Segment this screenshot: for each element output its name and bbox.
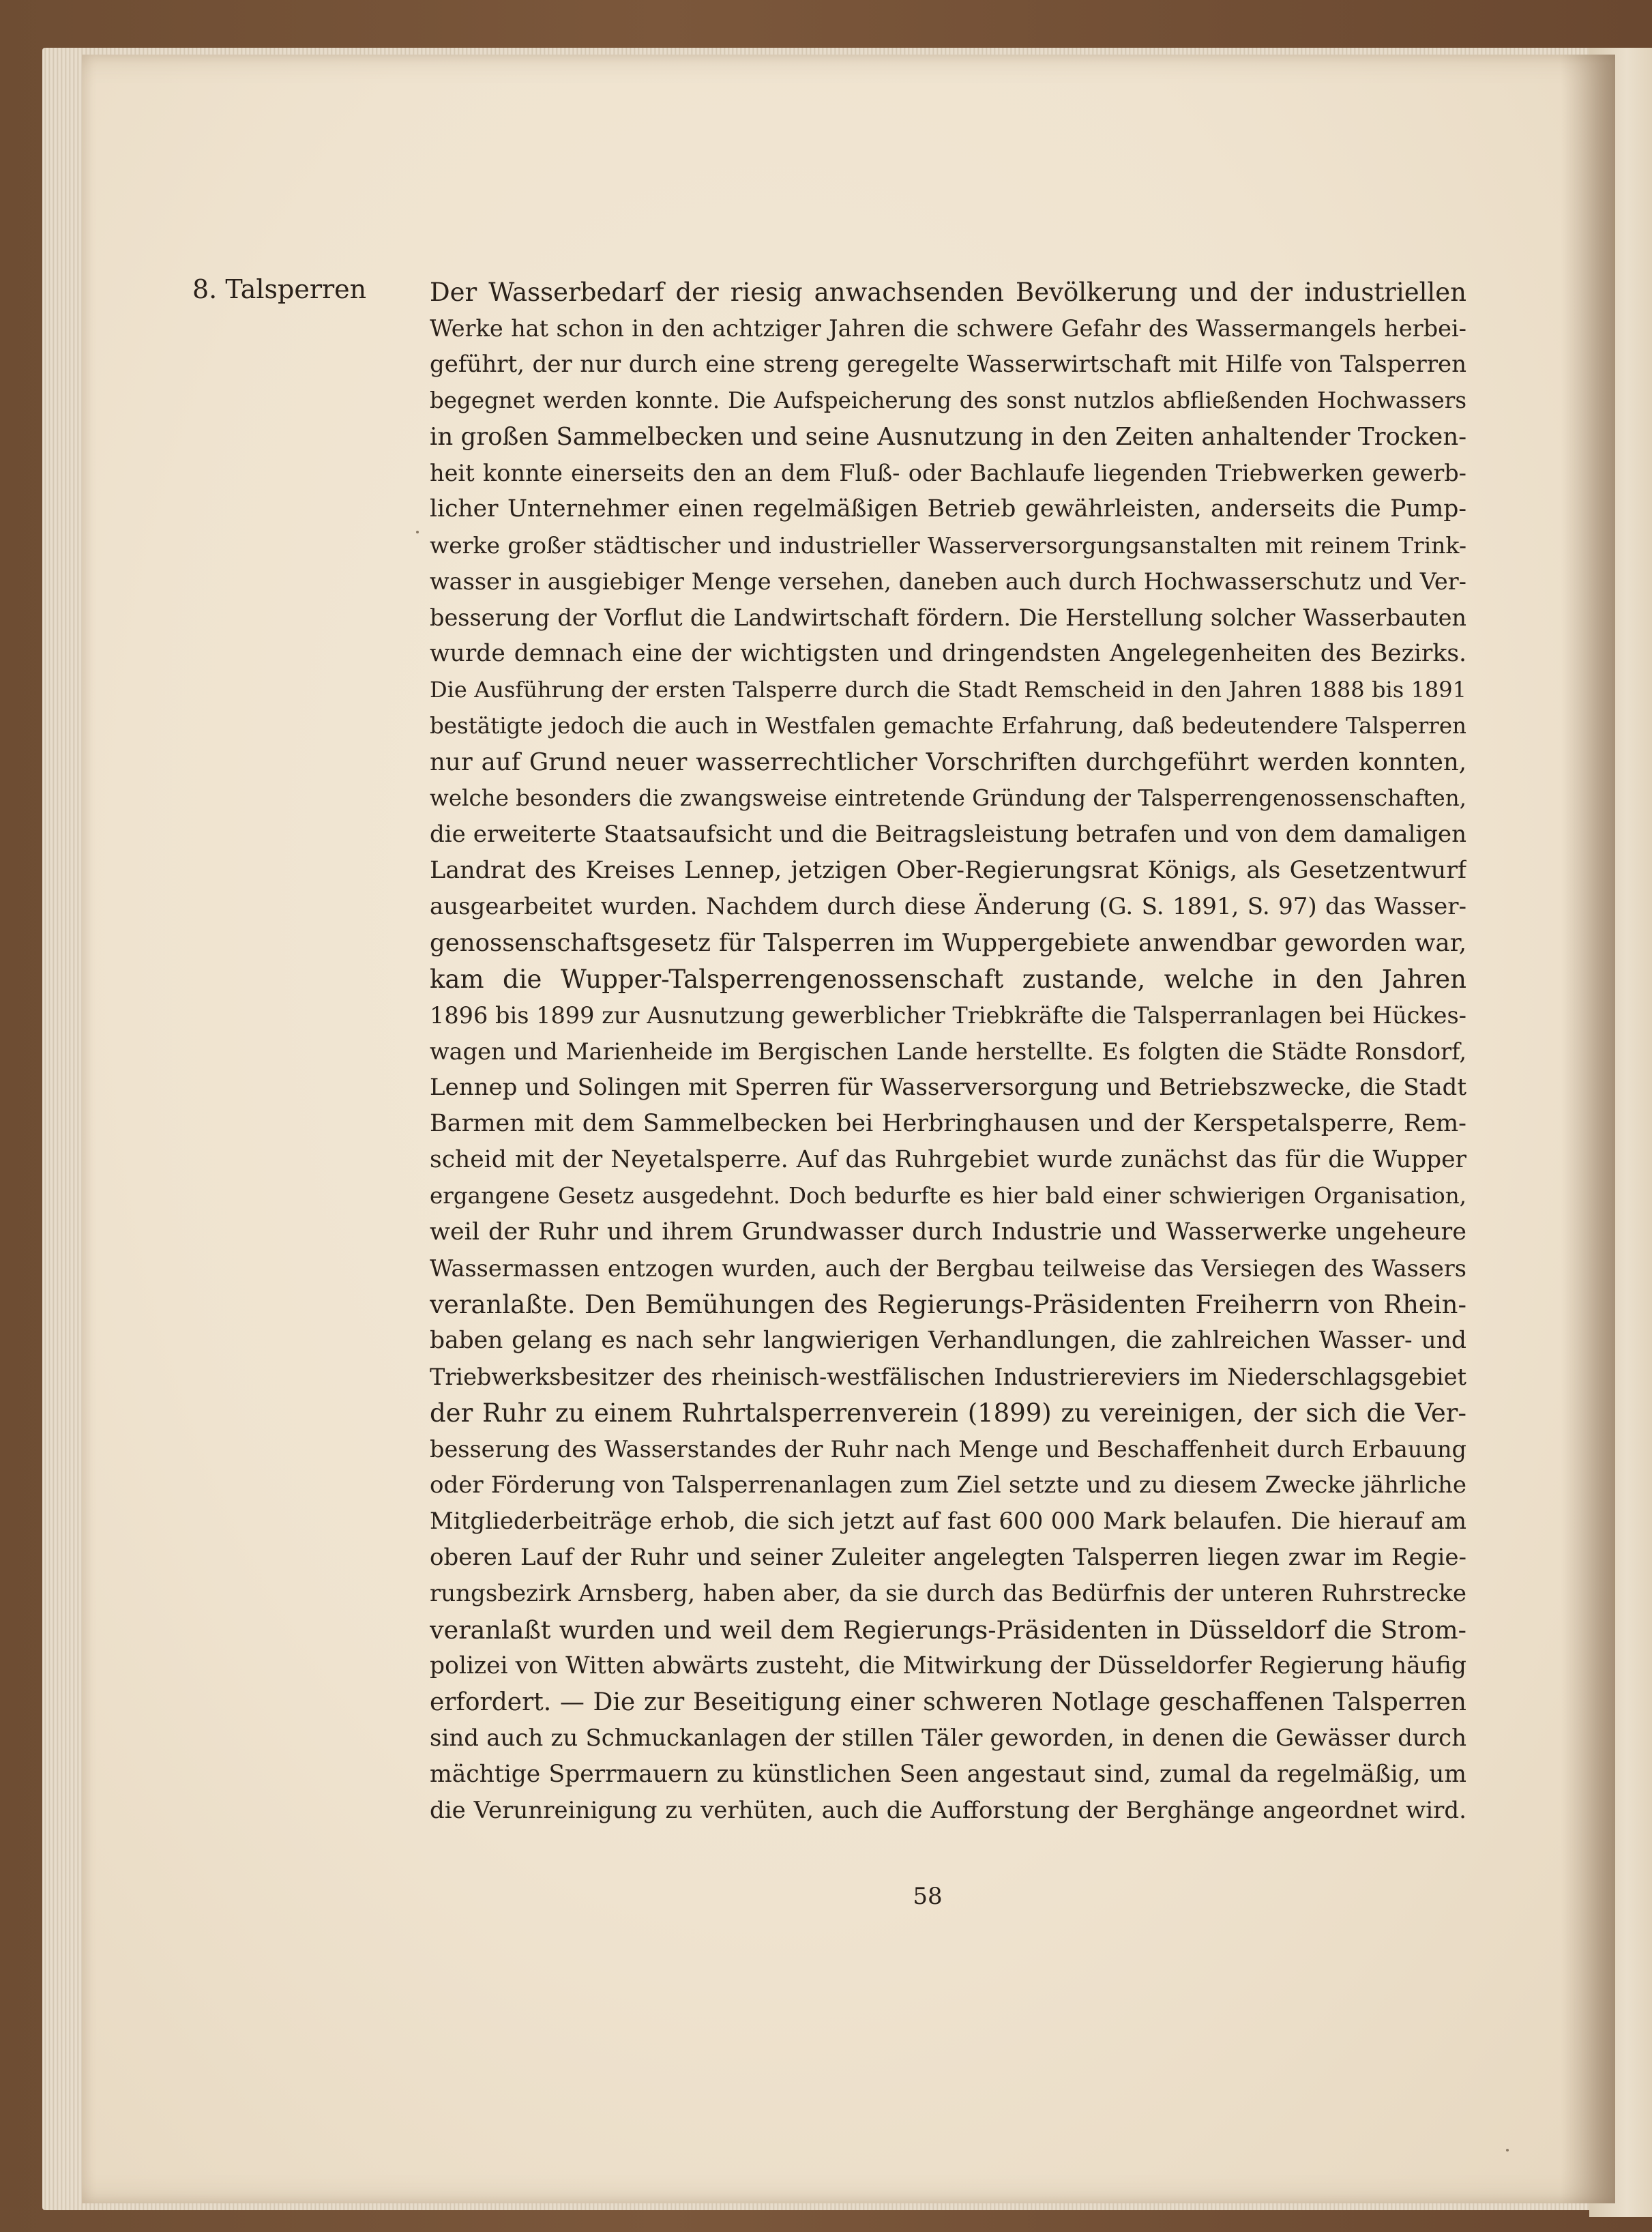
text-line: oberen Lauf der Ruhr und seiner Zuleiter angelegten Talsperren liegen zwar im Regie-	[430, 1544, 1466, 1571]
text-line: ausgearbeitet wurden. Nachdem durch diese Änderung (G. S. 1891, S. 97) das Wasser-	[430, 893, 1466, 920]
page-gutter-shadow	[1561, 55, 1615, 2203]
text-line: der Ruhr zu einem Ruhrtalsperrenverein (1899) zu vereinigen, der sich die Ver-	[430, 1398, 1466, 1428]
text-line: Die Ausführung der ersten Talsperre durch die Stadt Remscheid in den Jahren 1888 bis 1891	[430, 677, 1466, 703]
paper-speck	[1506, 2149, 1509, 2152]
page-number: 58	[913, 1883, 943, 1910]
text-line: genossenschaftsgesetz für Talsperren im Wuppergebiete anwendbar geworden war,	[430, 929, 1466, 957]
text-line: die Verunreinigung zu verhüten, auch die Aufforstung der Berghänge angeordnet wird.	[430, 1797, 1466, 1824]
text-line: Landrat des Kreises Lennep, jetzigen Ober-Regierungsrat Königs, als Gesetzentwurf	[430, 857, 1466, 884]
text-line: Der Wasserbedarf der riesig anwachsenden Bevölkerung und der industriellen	[430, 278, 1466, 307]
text-line: erfordert. — Die zur Beseitigung einer schweren Notlage geschaffenen Talsperren	[430, 1688, 1466, 1716]
text-line: bestätigte jedoch die auch in Westfalen gemachte Erfahrung, daß bedeutendere Talsperren	[430, 713, 1466, 739]
text-line: Lennep und Solingen mit Sperren für Wasserversorgung und Betriebszwecke, die Stadt	[430, 1074, 1466, 1101]
text-line: besserung der Vorflut die Landwirtschaft fördern. Die Herstellung solcher Wasserbauten	[430, 604, 1466, 631]
margin-heading: 8. Talsperren	[192, 274, 367, 304]
text-line: Wassermassen entzogen wurden, auch der Bergbau teilweise das Versiegen des Wassers	[430, 1255, 1466, 1282]
body-text	[430, 274, 1466, 1829]
text-line: polizei von Witten abwärts zusteht, die Mitwirkung der Düsseldorfer Regierung häufig	[430, 1652, 1466, 1679]
text-line: sind auch zu Schmuckanlagen der stillen Täler geworden, in denen die Gewässer durch	[430, 1724, 1466, 1752]
text-line: licher Unternehmer einen regelmäßigen Betrieb gewährleisten, anderseits die Pump-	[430, 495, 1466, 523]
text-line: kam die Wupper-Talsperrengenossenschaft zustande, welche in den Jahren	[430, 965, 1466, 994]
text-line: Werke hat schon in den achtziger Jahren die schwere Gefahr des Wassermangels herbei-	[430, 315, 1466, 342]
text-line: nur auf Grund neuer wasserrechtlicher Vorschriften durchgeführt werden konnten,	[430, 748, 1466, 776]
text-line: besserung des Wasserstandes der Ruhr nach Menge und Beschaffenheit durch Erbauung	[430, 1436, 1466, 1463]
text-line: scheid mit der Neyetalsperre. Auf das Ruhrgebiet wurde zunächst das für die Wupper	[430, 1146, 1466, 1173]
paper-speck	[416, 531, 419, 533]
text-line: oder Förderung von Talsperrenanlagen zum Ziel setzte und zu diesem Zwecke jährliche	[430, 1471, 1466, 1499]
text-line: in großen Sammelbecken und seine Ausnutzung in den Zeiten anhaltender Trocken-	[430, 423, 1466, 451]
text-line: begegnet werden konnte. Die Aufspeicherung des sonst nutzlos abfließenden Hochwassers	[430, 387, 1466, 413]
text-line: die erweiterte Staatsaufsicht und die Beitragsleistung betrafen und von dem damaligen	[430, 821, 1466, 848]
text-line: geführt, der nur durch eine streng geregelte Wasserwirtschaft mit Hilfe von Talsperren	[430, 351, 1466, 378]
text-line: heit konnte einerseits den an dem Fluß- oder Bachlaufe liegenden Triebwerken gewerb-	[430, 460, 1466, 486]
text-line: werke großer städtischer und industrieller Wasserversorgungsanstalten mit reinem Trink-	[430, 532, 1466, 559]
text-line: wasser in ausgiebiger Menge versehen, daneben auch durch Hochwasserschutz und Ver-	[430, 568, 1466, 595]
text-line: weil der Ruhr und ihrem Grundwasser durch Industrie und Wasserwerke ungeheure	[430, 1218, 1466, 1246]
text-line: wurde demnach eine der wichtigsten und dringendsten Angelegenheiten des Bezirks.	[430, 640, 1466, 667]
text-line: rungsbezirk Arnsberg, haben aber, da sie durch das Bedürfnis der unteren Ruhrstrecke	[430, 1580, 1466, 1607]
text-line: veranlaßte. Den Bemühungen des Regierungs-Präsidenten Freiherrn von Rhein-	[430, 1290, 1466, 1319]
text-line: welche besonders die zwangsweise eintretende Gründung der Talsperrengenossenschaften,	[430, 785, 1466, 811]
text-line: Triebwerksbesitzer des rheinisch-westfälischen Industriereviers im Niederschlagsgebiet	[430, 1364, 1466, 1390]
text-line: baben gelang es nach sehr langwierigen Verhandlungen, die zahlreichen Wasser- und	[430, 1327, 1466, 1354]
text-line: Barmen mit dem Sammelbecken bei Herbringhausen und der Kerspetalsperre, Rem-	[430, 1110, 1466, 1137]
text-line: mächtige Sperrmauern zu künstlichen Seen angestaut sind, zumal da regelmäßig, um	[430, 1761, 1466, 1788]
text-line: ergangene Gesetz ausgedehnt. Doch bedurfte es hier bald einer schwierigen Organisation,	[430, 1183, 1466, 1209]
text-line: wagen und Marienheide im Bergischen Lande herstellte. Es folgten die Städte Ronsdorf,	[430, 1038, 1466, 1065]
text-line: Mitgliederbeiträge erhob, die sich jetzt auf fast 600 000 Mark belaufen. Die hierauf am	[430, 1508, 1466, 1535]
text-line: 1896 bis 1899 zur Ausnutzung gewerblicher Triebkräfte die Talsperranlagen bei Hückes-	[430, 1002, 1466, 1029]
text-line: veranlaßt wurden und weil dem Regierungs-Präsidenten in Düsseldorf die Strom-	[430, 1615, 1466, 1645]
